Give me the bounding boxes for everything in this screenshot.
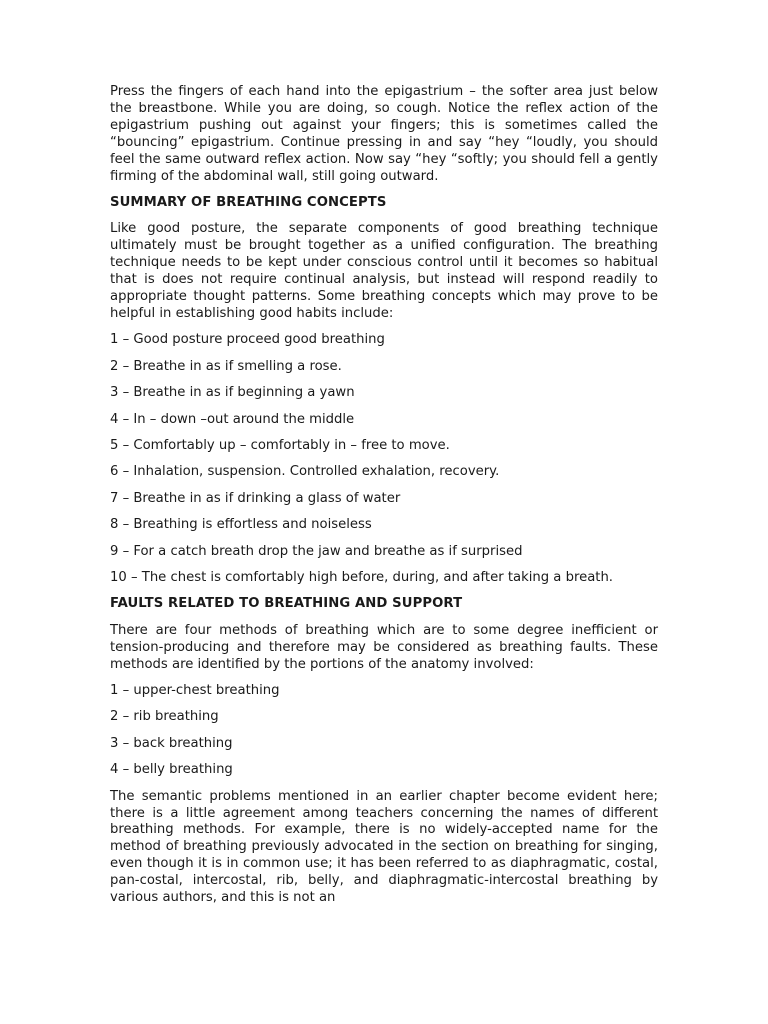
concept-item: 3 – Breathe in as if beginning a yawn	[110, 385, 355, 401]
closing-paragraph: The semantic problems mentioned in an earlier chapter become evident here; there is a little agreement among teachers concerning the names of different breathing methods. For example, there is no widely-accepted name for the method of breathing previously advocated in the section on breathing for singing, even though it is in common use; it has been referred to as diaphragmatic, costal, pan-costal, intercostal, rib, belly, and diaphragmatic-intercostal breathing by various authors, and this is not an	[110, 788, 658, 906]
concept-item: 9 – For a catch breath drop the jaw and breathe as if surprised	[110, 543, 523, 559]
faults-list	[110, 683, 658, 779]
concept-item: 1 – Good posture proceed good breathing	[110, 332, 385, 348]
summary-paragraph: Like good posture, the separate components of good breathing technique ultimately must be brought together as a unified configuration. The breathing technique needs to be kept under conscious control until it becomes so habitual that is does not require continual analysis, but instead will respond readily to appropriate thought patterns. Some breathing concepts which may prove to be helpful in establishing good habits include:	[110, 221, 658, 321]
fault-item: 4 – belly breathing	[110, 762, 233, 778]
concept-item: 7 – Breathe in as if drinking a glass of water	[110, 490, 401, 506]
fault-item: 2 – rib breathing	[110, 709, 219, 725]
concept-item: 2 – Breathe in as if smelling a rose.	[110, 358, 342, 374]
concept-item: 8 – Breathing is effortless and noiseless	[110, 517, 372, 533]
faults-paragraph: There are four methods of breathing which are to some degree inefficient or tension-producing and therefore may be considered as breathing faults. These methods are identified by the portions of the anatomy involved:	[110, 622, 658, 672]
intro-paragraph: Press the fingers of each hand into the epigastrium – the softer area just below the breastbone. While you are doing, so cough. Notice the reflex action of the epigastrium pushing out against your fingers; this is sometimes called the “bouncing” epigastrium. Continue pressing in and say “hey “loudly, you should feel the same outward reflex action. Now say “hey “softly; you should fell a gently firming of the abdominal wall, still going outward.	[110, 84, 658, 184]
concepts-list	[110, 332, 658, 587]
document-page	[110, 84, 658, 916]
concept-item: 4 – In – down –out around the middle	[110, 411, 355, 427]
concept-item: 5 – Comfortably up – comfortably in – free to move.	[110, 437, 450, 453]
concept-item: 10 – The chest is comfortably high before, during, and after taking a breath.	[110, 569, 613, 585]
fault-item: 3 – back breathing	[110, 735, 233, 751]
faults-heading: FAULTS RELATED TO BREATHING AND SUPPORT	[110, 596, 463, 612]
concept-item: 6 – Inhalation, suspension. Controlled exhalation, recovery.	[110, 464, 500, 480]
fault-item: 1 – upper-chest breathing	[110, 682, 280, 698]
summary-heading: SUMMARY OF BREATHING CONCEPTS	[110, 194, 387, 210]
